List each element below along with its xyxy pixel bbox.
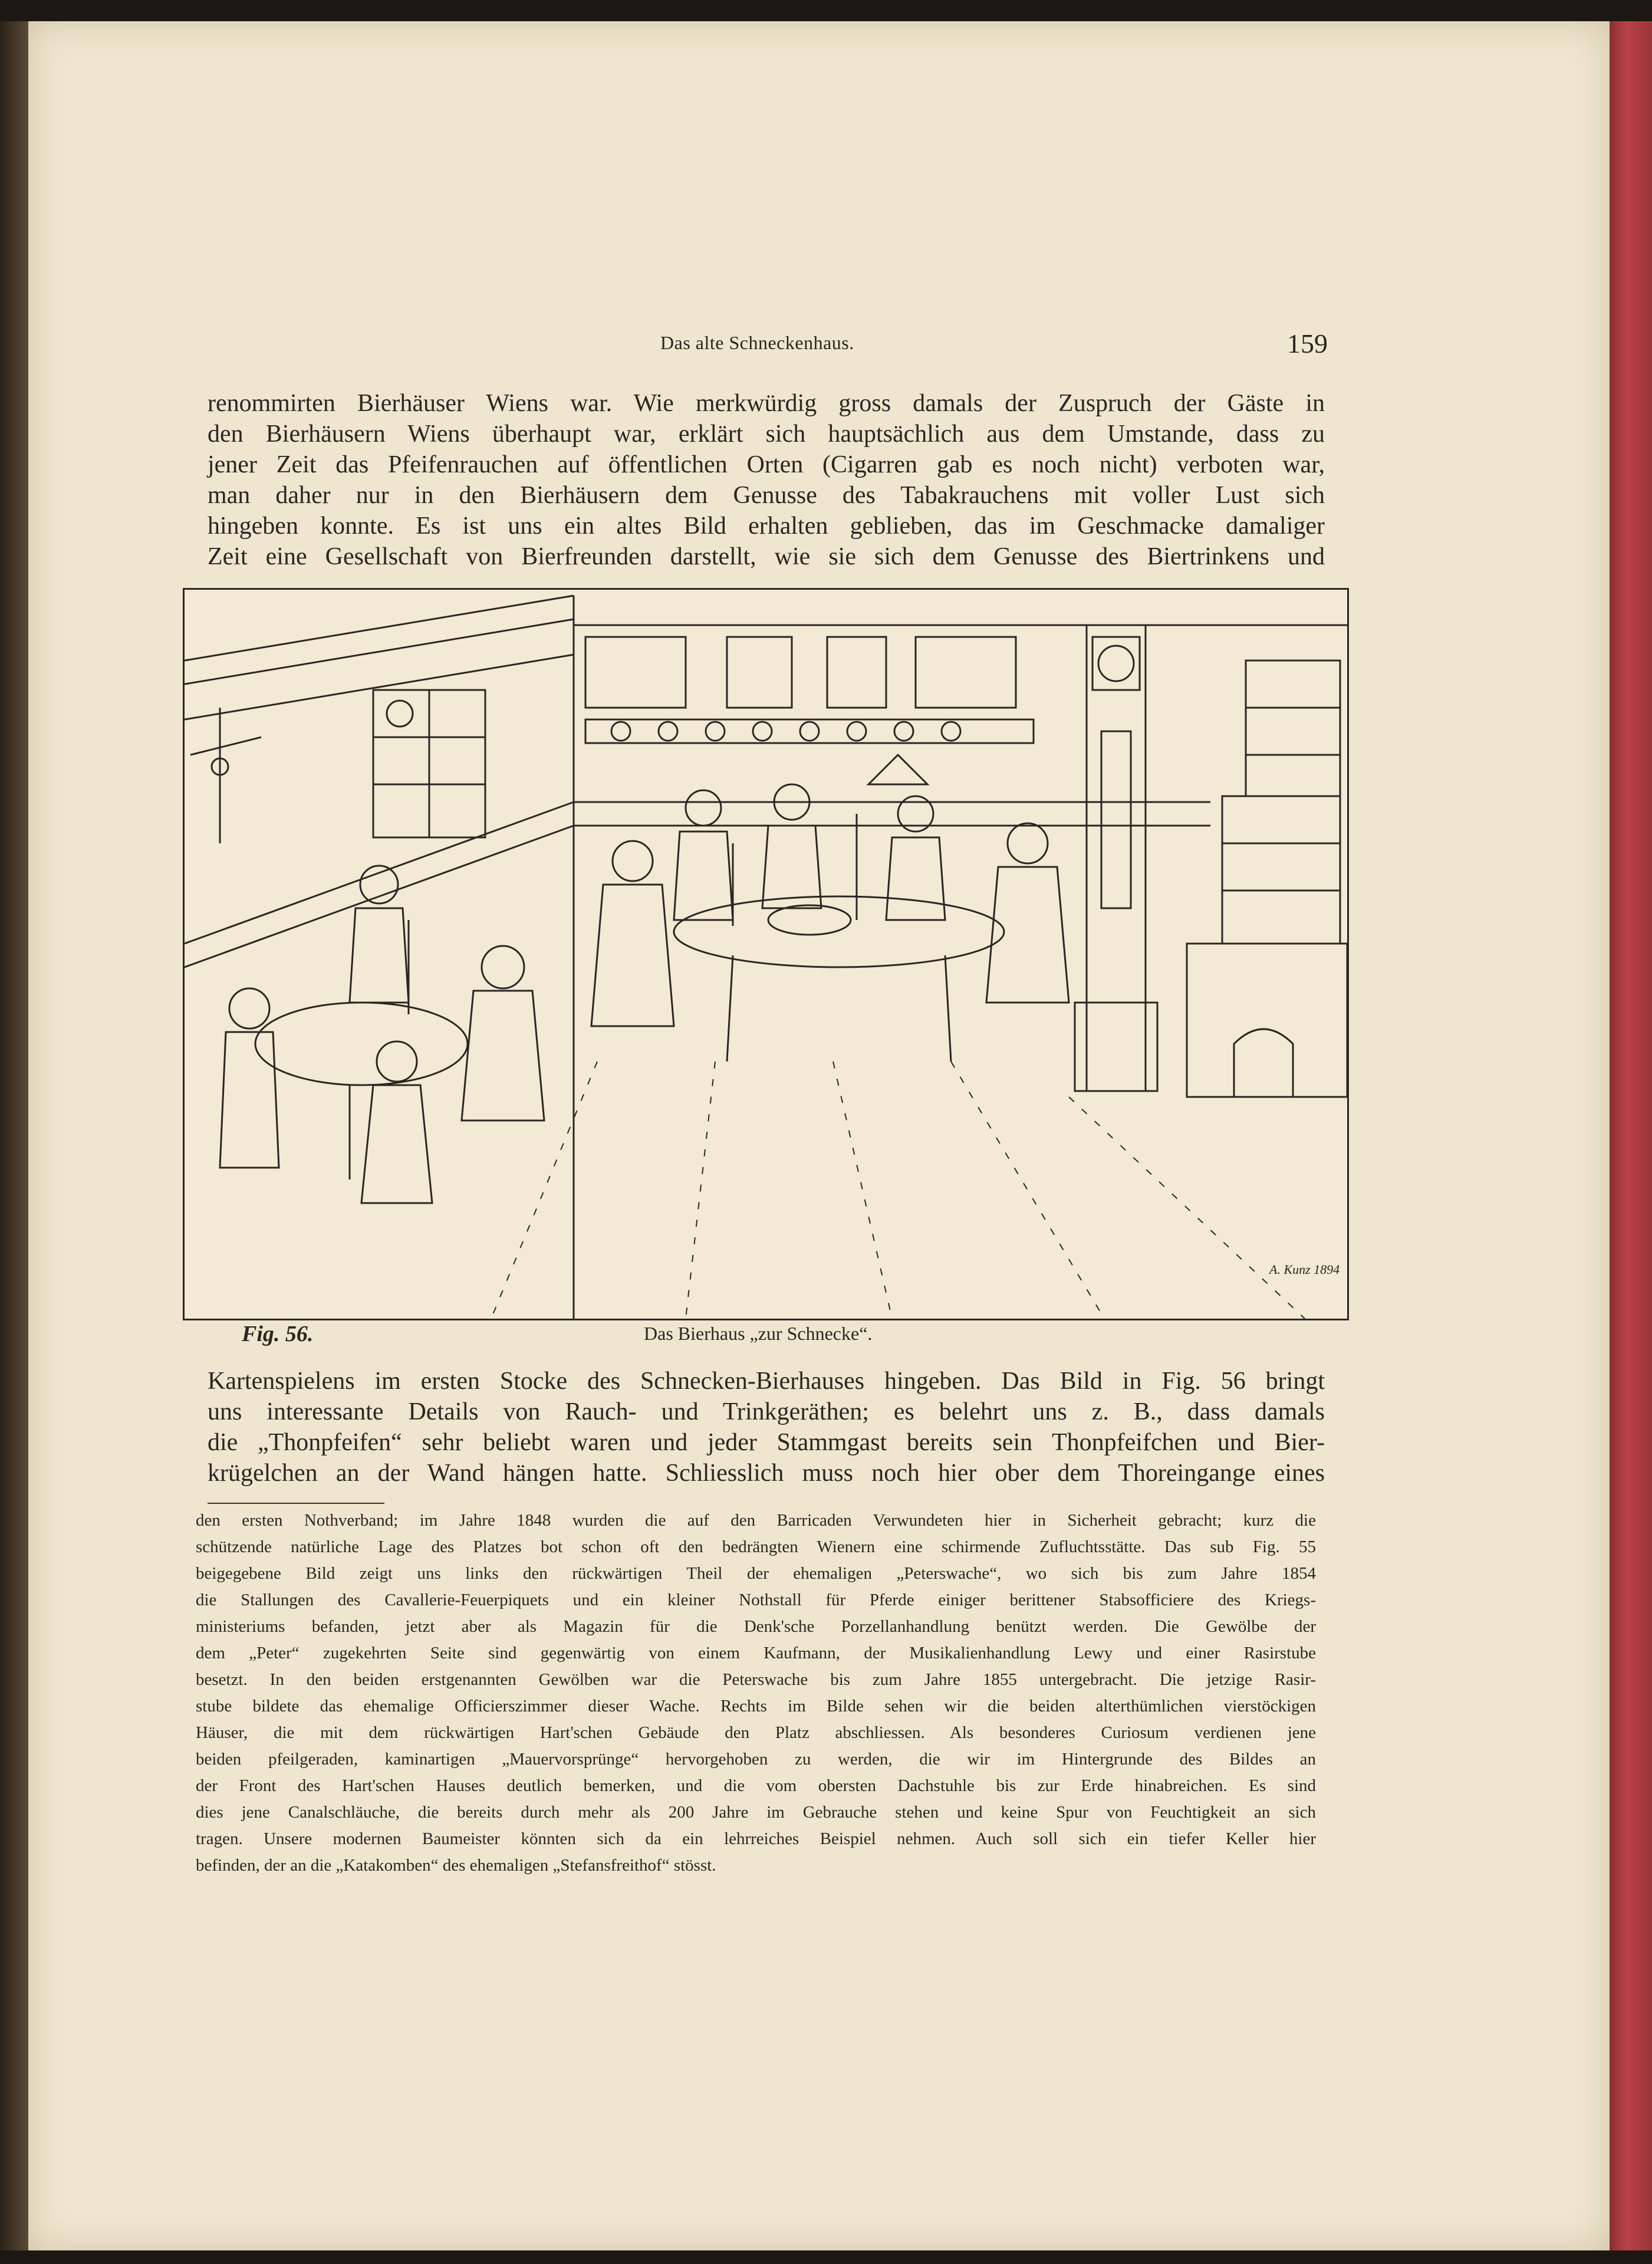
footnote-line: schützende natürliche Lage des Platzes bot schon oft den bedrängten Wienern eine schirmende Zufluchtsstätte. Das sub Fig. 55	[196, 1537, 1316, 1556]
footnote-line: beigegebene Bild zeigt uns links den rückwärtigen Theil der ehemaligen „Peterswache“, wo sich bis zum Jahre 1854	[196, 1564, 1316, 1583]
figure-caption: Das Bierhaus „zur Schnecke“.	[644, 1323, 873, 1344]
stove-opening	[1234, 1029, 1293, 1097]
footnote-line: tragen. Unsere modernen Baumeister könnten sich da ein lehrreiches Beispiel nehmen. Auch soll sich ein tiefer Keller hier	[196, 1829, 1316, 1848]
back-table	[674, 896, 1004, 967]
page-edge-red	[1610, 21, 1652, 2250]
tile-stove	[1246, 661, 1340, 796]
text-line: uns interessante Details von Rauch- und Trinkgeräthen; es belehrt uns z. B., dass damals	[208, 1398, 1325, 1425]
text-line: Kartenspielens im ersten Stocke des Schnecken-Bierhauses hingeben. Das Bild in Fig. 56 bringt	[208, 1368, 1325, 1395]
wall-picture	[585, 637, 686, 708]
footnote-line: befinden, der an die „Katakomben“ des ehemaligen „Stefansfreithof“ stösst.	[196, 1856, 716, 1875]
text-line: Zeit eine Gesellschaft von Bierfreunden darstellt, wie sie sich dem Genusse des Biertrinkens und	[208, 543, 1325, 570]
footnote-block	[196, 1507, 1316, 1879]
text-line: die „Thonpfeifen“ sehr beliebt waren und jeder Stammgast bereits sein Thonpfeifchen und Bier-	[208, 1429, 1325, 1456]
wall-picture	[827, 637, 886, 708]
footnote-line: ministeriums befanden, jetzt aber als Magazin für die Denk'sche Porzellanhandlung benützt werden. Die Gewölbe der	[196, 1617, 1316, 1636]
paragraph-1	[208, 388, 1325, 572]
floor-boards	[491, 1062, 1305, 1319]
artist-signature: A. Kunz 1894	[1269, 1262, 1340, 1277]
seated-figures	[220, 784, 1069, 1203]
footnote-line: der Front des Hart'schen Hauses deutlich bemerken, und die vom obersten Dachstuhle bis zur Erde hinabreichen. Es sind	[196, 1776, 1316, 1795]
footnote-line: dem „Peter“ zugekehrten Seite sind gegenwärtig von einem Kaufmann, der Musikalienhandlung Lewy und einer Rasirstube	[196, 1644, 1316, 1662]
grandfather-clock	[1087, 625, 1146, 1091]
front-table	[255, 1003, 468, 1085]
mug-shelf	[585, 719, 1034, 743]
footnote-line: besetzt. In den beiden erstgenannten Gewölben war die Peterswache bis zum Jahre 1855 untergebracht. Die jetzige Rasir-	[196, 1670, 1316, 1689]
text-line: hingeben konnte. Es ist uns ein altes Bild erhalten geblieben, das im Geschmacke damaliger	[208, 512, 1325, 540]
footnote-line: Häuser, die mit dem rückwärtigen Hart'schen Gebäude den Platz abschliessen. Als besonderes Curiosum verdienen jene	[196, 1723, 1316, 1742]
footnote-line: stube bildete das ehemalige Officierszimmer dieser Wache. Rechts im Bilde sehen wir die beiden alterthümlichen vierstöckigen	[196, 1697, 1316, 1716]
wall-picture	[727, 637, 792, 708]
wall-rail	[185, 802, 574, 944]
footnote-line: die Stallungen des Cavallerie-Feuerpiquets und ein kleiner Nothstall für Pferde einiger berittener Stabsofficiere des Kriegs-	[196, 1591, 1316, 1609]
figure-illustration	[183, 588, 1349, 1320]
figure-label: Fig. 56.	[242, 1322, 314, 1346]
footnote-rule	[208, 1503, 384, 1504]
footnote-line: beiden pfeilgeraden, kaminartigen „Mauervorsprünge“ hervorgehoben zu werden, die wir im Hintergrunde des Bildes an	[196, 1750, 1316, 1769]
page-number: 159	[1287, 328, 1328, 359]
running-head: Das alte Schneckenhaus.	[660, 332, 854, 353]
text-line: man daher nur in den Bierhäusern dem Genusse des Tabakrauchens mit voller Lust sich	[208, 482, 1325, 509]
footnote-line: den ersten Nothverband; im Jahre 1848 wurden die auf den Barricaden Verwundeten hier in Sicherheit gebracht; kurz die	[196, 1511, 1316, 1530]
text-line: krügelchen an der Wand hängen hatte. Schliesslich muss noch hier ober dem Thoreingange eines	[208, 1460, 1325, 1487]
wall-picture	[916, 637, 1016, 708]
paragraph-2	[208, 1366, 1325, 1488]
hanging-lamp	[868, 755, 927, 784]
text-line: den Bierhäusern Wiens überhaupt war, erklärt sich hauptsächlich aus dem Umstande, dass zu	[208, 420, 1325, 448]
text-line: renommirten Bierhäuser Wiens war. Wie merkwürdig gross damals der Zuspruch der Gäste in	[208, 390, 1325, 417]
book-spine-shadow	[0, 21, 28, 2250]
tavern-scene-drawing	[185, 590, 1347, 1319]
text-line: jener Zeit das Pfeifenrauchen auf öffentlichen Orten (Cigarren gab es noch nicht) verboten war,	[208, 451, 1325, 478]
footnote-line: dies jene Canalschläuche, die bereits durch mehr als 200 Jahre im Gebrauche stehen und keine Spur von Feuchtigkeit an sich	[196, 1803, 1316, 1822]
